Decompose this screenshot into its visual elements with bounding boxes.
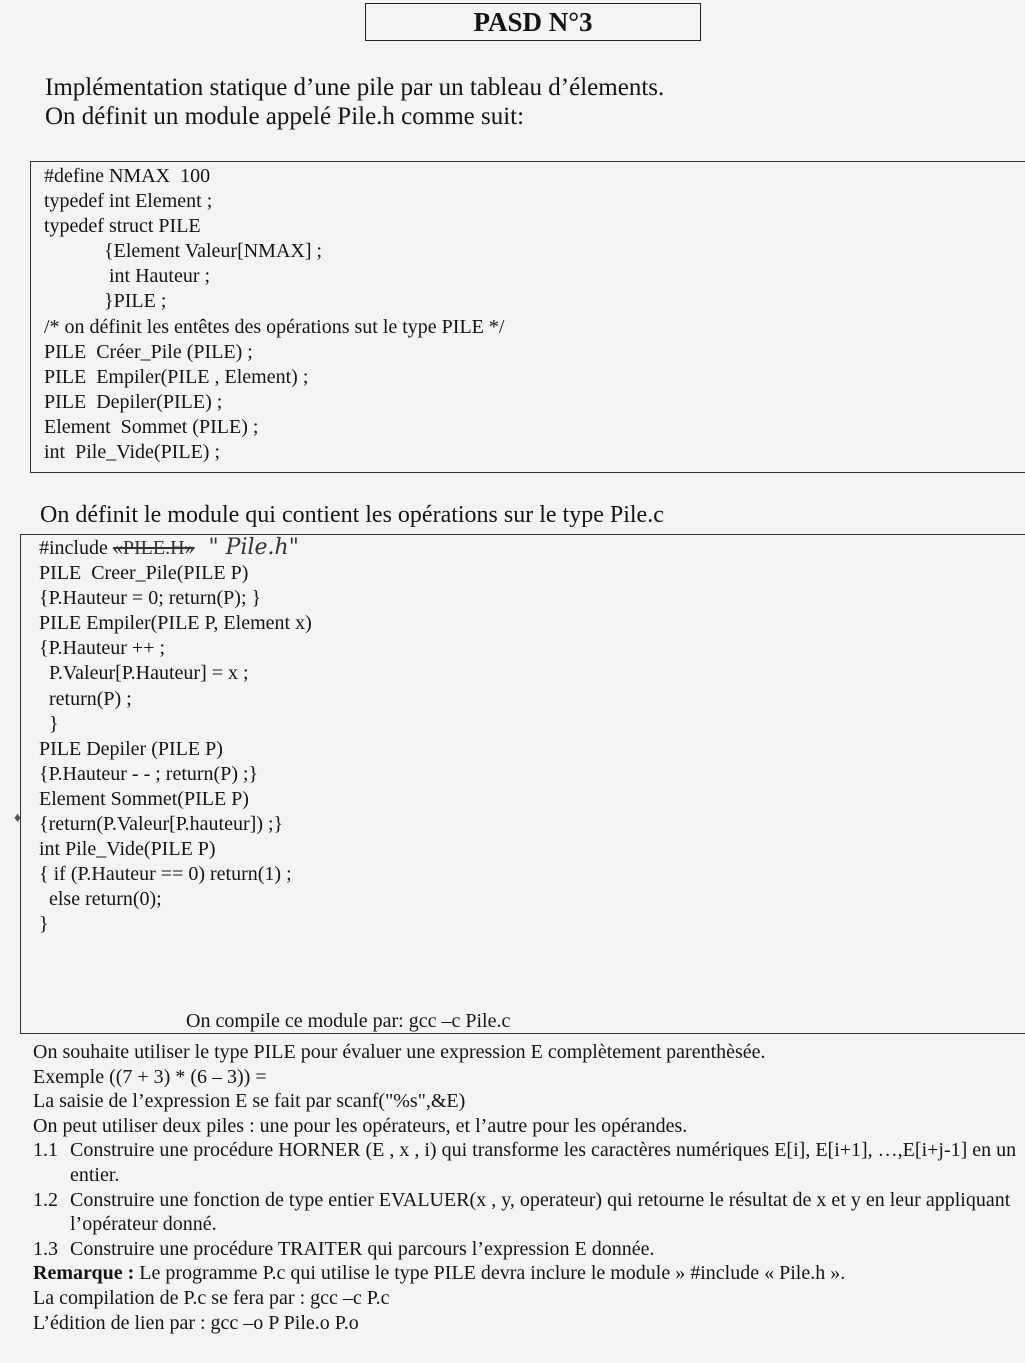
code-line: int Pile_Vide(PILE P) [39, 838, 216, 861]
remark-label: Remarque : [33, 1262, 135, 1285]
intro [45, 73, 664, 131]
example-line: Exemple ((7 + 3) * (6 – 3)) = [33, 1065, 267, 1088]
question-number: 1.1 [33, 1139, 58, 1162]
code-line: {P.Hauteur - - ; return(P) ;} [39, 762, 259, 785]
handwritten-annotation: " Pile.h" [194, 535, 299, 560]
code-line: typedef int Element ; [44, 190, 213, 213]
code-line: PILE Créer_Pile (PILE) ; [44, 340, 253, 363]
code-line: Element Sommet(PILE P) [39, 787, 249, 810]
paragraph: La compilation de P.c se fera par : gcc –c P.c [33, 1286, 390, 1309]
page-title: PASD N°3 [365, 3, 701, 41]
code-line: PILE Empiler(PILE , Element) ; [44, 365, 309, 388]
code-line: P.Valeur[P.Hauteur] = x ; [39, 662, 249, 685]
remark-text: Le programme P.c qui utilise le type PILE devra inclure le module » #include « Pile.h ». [134, 1262, 846, 1285]
include-line [39, 535, 1025, 561]
intro-line-1: Implémentation statique d’une pile par un tableau d’élements. [45, 74, 665, 101]
code-line: } [39, 913, 49, 936]
question-text: Construire une procédure HORNER (E , x , i) qui transforme les caractères numériques E[i], E[i+1], …,E[i+j-1] en un entier. [70, 1139, 1017, 1186]
code-line: PILE Creer_Pile(PILE P) [39, 562, 249, 585]
question-item [33, 1188, 1018, 1237]
code-line: #define NMAX 100 [44, 165, 211, 187]
code-line: PILE Depiler (PILE P) [39, 737, 223, 760]
header-code-block [30, 161, 1025, 473]
remark [33, 1261, 1018, 1286]
code-line: {P.Hauteur = 0; return(P); } [39, 587, 262, 610]
code-line: return(P) ; [39, 687, 132, 710]
question-item [33, 1138, 1018, 1187]
exercise-instructions [33, 1040, 1018, 1335]
intro-line-2: On définit un module appelé Pile.h comme suit: [45, 103, 525, 130]
section-heading: On définit le module qui contient les opérations sur le type Pile.c [40, 502, 664, 528]
code-line: {Element Valeur[NMAX] ; [44, 240, 323, 263]
question-number: 1.2 [33, 1188, 58, 1211]
paragraph: L’édition de lien par : gcc –o P Pile.o P.o [33, 1311, 359, 1334]
code-line: PILE Empiler(PILE P, Element x) [39, 612, 312, 635]
code-line: } [39, 712, 59, 735]
code-line: { if (P.Hauteur == 0) return(1) ; [39, 863, 292, 886]
code-line: {P.Hauteur ++ ; [39, 637, 166, 660]
bullet-mark-icon: ♦ [14, 811, 22, 826]
question-number: 1.3 [33, 1237, 58, 1260]
code-line: }PILE ; [44, 290, 167, 313]
include-directive: #include [39, 537, 113, 559]
paragraph: On peut utiliser deux piles : une pour les opérateurs, et l’autre pour les opérandes. [33, 1114, 688, 1137]
code-line: {return(P.Valeur[P.hauteur]) ;} [39, 813, 284, 836]
struck-include: «PILE.H» [112, 537, 195, 559]
implementation-code-block [20, 534, 1025, 1034]
code-line: else return(0); [39, 888, 162, 911]
code-line: PILE Depiler(PILE) ; [44, 390, 223, 413]
code-comment: /* on définit les entêtes des opérations sut le type PILE */ [44, 315, 505, 338]
paragraph: La saisie de l’expression E se fait par scanf("%s",&E) [33, 1090, 466, 1113]
paragraph: On souhaite utiliser le type PILE pour évaluer une expression E complètement parenthèsée. [33, 1041, 766, 1063]
code-line: int Hauteur ; [44, 265, 211, 288]
question-text: Construire une procédure TRAITER qui parcours l’expression E donnée. [70, 1237, 655, 1260]
question-text: Construire une fonction de type entier EVALUER(x , y, operateur) qui retourne le résultat de x et y en leur appliquant l’opérateur donné. [70, 1188, 1011, 1236]
code-line: typedef struct PILE [44, 215, 201, 238]
code-line: int Pile_Vide(PILE) ; [44, 441, 220, 464]
question-item [33, 1237, 1018, 1262]
compile-note: On compile ce module par: gcc –c Pile.c [186, 1010, 511, 1032]
code-line: Element Sommet (PILE) ; [44, 415, 259, 438]
